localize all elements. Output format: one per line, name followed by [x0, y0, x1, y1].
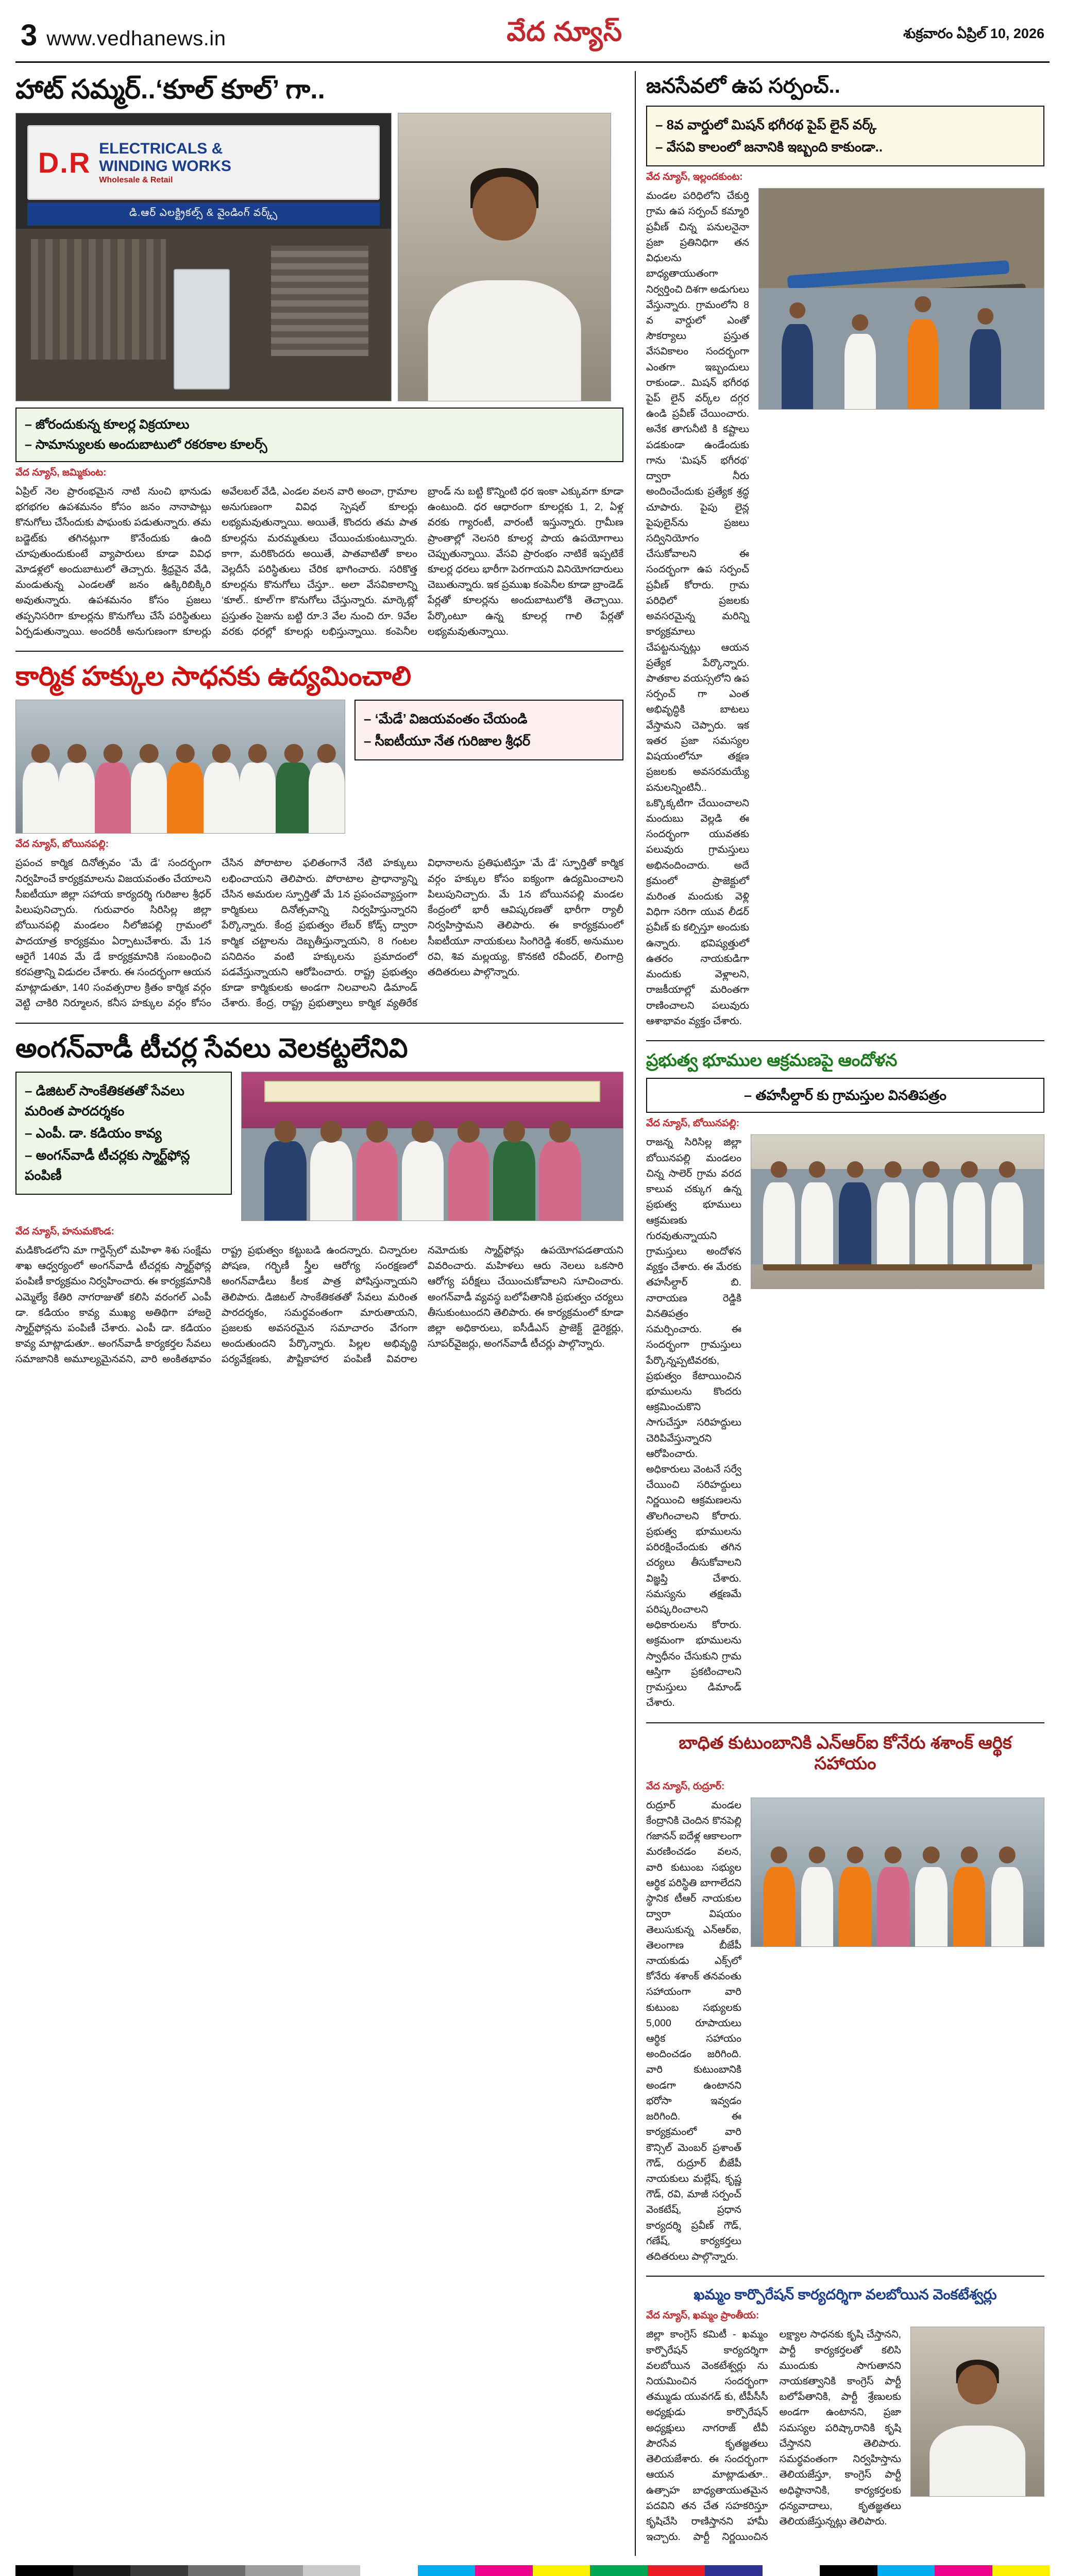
person [991, 1867, 1023, 1946]
article-nri-help [646, 1733, 1044, 2265]
article-nri-help-body: రుద్రూర్ మండల కేంద్రానికి చెందిన కొనపెల్లి గజానన్ ఐదేళ్ల ఆకాలంగా మరణించడం వలన, వారి కుటుంబ సభ్యుల ఆర్థిక పరిస్థితి బాగాలేదని స్థానిక టీఆర్ నాయకుల ద్వారా విషయం తెలుసుకున్న ఎన్ఆర్ఐ, తెలంగాణ బీజేపీ నాయకుడు ఎక్స్‌లో కోనేరు శశాంక్ తనవంతు సహాయంగా వారి కుటుంబ సభ్యులకు 5,000 రూపాయలు ఆర్థిక సహాయం అందించడం జరిగింది. వారి కుటుంబానికి అండగా ఉంటానని భరోసా ఇవ్వడం జరిగింది. ఈ కార్యక్రమంలో వారి కౌన్సిల్ మెంబర్ ప్రశాంత్ గౌడ్, రుద్రూర్ బీజేపీ నాయకులు మల్లేష్, కృష్ణ గౌడ్, రవి, మాజీ సర్పంచ్ వెంకటేష్, ప్రధాన కార్యదర్శి ప్రవీణ్ గౌడ్, గణేష్, కార్యకర్తలు తదితరులు పాల్గొన్నారు. [646, 1799, 741, 2263]
article-labour-bullet-1: – ‘మేడే’ విజయవంతం చేయండి [364, 711, 528, 727]
person-head [771, 1846, 787, 1863]
person [991, 1182, 1023, 1264]
person [309, 762, 345, 834]
person-head [458, 1121, 479, 1142]
divider-2 [15, 1023, 623, 1024]
article-labour [15, 661, 623, 1011]
article-labour-body: ప్రపంచ కార్మిక దినోత్సవం ‘మే డే’ సందర్భంగా నిర్వహించే కార్యక్రమాలను విజయవంతం చేయాలని సీఐటీయూ జిల్లా సహాయ కార్యదర్శి గురిజాల శ్రీధర్ పిలుపునిచ్చారు. గురువారం సిరిసిల్ల జిల్లా బోయినపల్లి మండలం నీలోజిపల్లి గ్రామంలో పాదయాత్ర కార్యక్రమం ఏర్పాటుచేశారు. మే 1న ఆరైగే 140వ మే డే కార్యక్రమానికి సంబంధించి కరపత్రాన్ని విడుదల చేశారు. ఈ సందర్భంగా ఆయన మాట్లాడుతూ, 140 సంవత్సరాల క్రితం కార్మిక వర్గం వెట్టి చాకిరి నిర్మూలన, కనీస హక్కుల వర్గం కోసం చేసిన పోరాటాల ఫలితంగానే నేటి హక్కులు లభించాయని తెలిపారు. పోరాటాల ప్రాధాన్యాన్ని చేసిన అమరుల స్ఫూర్తితో మే 1న ప్రపంచవ్యాప్తంగా కార్మికులు దినోత్సవాన్ని నిర్వహిస్తున్నారని పేర్కొన్నారు. కేంద్ర ప్రభుత్వం లేబర్ కోడ్స్ ద్వారా కార్మిక చట్టాలను దెబ్బతీస్తున్నాయని, 8 గంటల పనిదినం వంటి హక్కులను ప్రమాదంలో పడవేస్తున్నాయని ఆరోపించారు. రాష్ట్ర ప్రభుత్వం కూడా కార్మికులకు అండగా నిలవాలని డిమాండ్ చేశారు. కేంద్ర, రాష్ట్ర ప్రభుత్వాలు కార్మిక వ్యతిరేక విధానాలను ప్రతిఘటిస్తూ ‘మే డే’ స్ఫూర్తితో కార్మిక వర్గం హక్కుల కోసం ఐక్యంగా ఉద్యమించాలని పిలుపునిచ్చారు. మే 1న బోయినపల్లి మండల కేంద్రంలో భారీ ఆవిష్కరణతో భారీగా ర్యాలీ నిర్వహిస్తామని తెలిపారు. ఈ కార్యక్రమంలో సీఐటీయూ నాయకులు సింగిరెడ్డి శంకర్, అనుముల రవి, శివ మల్లయ్య, కొనకటి రవీందర్, లింగాద్రి తదితరులు పాల్గొన్నారు. [15, 857, 623, 1009]
person [839, 1867, 871, 1946]
person [801, 1182, 833, 1264]
page-body [15, 71, 1050, 2556]
article-sarpanch-byline: వేద న్యూస్, ఇల్లందకుంట: [646, 172, 743, 183]
villagers [751, 1169, 1044, 1264]
person [877, 1182, 909, 1264]
reg-swatch [245, 2565, 303, 2576]
article-coolers-headline: హాట్ సమ్మర్..‘కూల్ కూల్’ గా.. [15, 75, 325, 105]
person [493, 1141, 535, 1221]
article-labour-bullets [354, 700, 623, 760]
person-head [366, 1121, 388, 1142]
workers [759, 288, 1044, 409]
reg-swatch [590, 2565, 648, 2576]
labour-photo-people [16, 751, 345, 833]
person-head [140, 744, 158, 762]
reg-swatch [303, 2565, 361, 2576]
person [23, 762, 59, 834]
shop-owner-portrait [398, 113, 611, 401]
reg-swatch [418, 2565, 476, 2576]
shop-signboard [27, 125, 380, 200]
handover-people [751, 1854, 1044, 1946]
person-head [915, 296, 931, 313]
article-land [646, 1050, 1044, 1711]
person-head [176, 744, 194, 762]
person [915, 1182, 947, 1264]
article-coolers-byline: వేద న్యూస్, జమ్మికుంట: [15, 467, 107, 478]
person-head [809, 1846, 825, 1863]
article-coolers-bullet-1: – జోరందుకున్న కూలర్ల విక్రయాలు [25, 417, 190, 432]
website-url[interactable]: www.vedhanews.in [46, 27, 226, 50]
article-land-flow [646, 1134, 1044, 1710]
article-corporation-secretary-body: జిల్లా కాంగ్రెస్ కమిటీ - ఖమ్మం కార్పొరేషన్ కార్యదర్శిగా వలబోయిన వెంకటేశ్వర్లు ను నియమించిన సందర్భంగా తమ్ముడు యువగడ్ కు, టీపీసీసీ అధ్యక్షుడు కార్పొరేషన్ అధ్యక్షులు నాగరాజ్ టీవీ పౌరసేవ కృతజ్ఞతలు తెలియజేశారు. ఈ సందర్భంగా ఆయన మాట్లాడుతూ.. ఉత్సాహ బాధ్యతాయుతమైన పదవిని తన చేత సహకరిస్తూ కృషిచేసి రాణిస్తానని హామీ ఇచ్చారు. పార్టీ నిర్ణయించిన లక్ష్యాల సాధనకు కృషి చేస్తానని, పార్టీ కార్యకర్తలతో కలిసి ముందుకు సాగుతానని నాయకత్వానికి కాంగ్రెస్ పార్టీ బలోపేతానికి, పార్టీ శ్రేణులకు అండగా ఉంటానని, ప్రజా సమస్యల పరిష్కారానికి కృషి చేస్తానని తెలిపారు. సమర్థవంతంగా నిర్వహిస్తాను తెలియజేస్తూ, కాంగ్రెస్ పార్టీ అధిష్ఠానానికి, కార్యకర్తలకు ధన్యవాదాలు, కృతజ్ఞతలు తెలియజేస్తున్నట్లు తెలిపారు. [646, 2329, 901, 2543]
shop-signboard-text [99, 140, 231, 185]
shop-sign-telugu-strip: డి.ఆర్ ఎలక్ట్రికల్స్ & వైండింగ్ వర్క్స్ [27, 202, 380, 226]
article-anganwadi-byline: వేద న్యూస్, హనుమకొండ: [15, 1226, 114, 1237]
person [95, 762, 131, 834]
shop-brand-text: D.R [38, 146, 91, 179]
person-head [923, 1846, 939, 1863]
person [953, 1867, 985, 1946]
reg-swatch [475, 2565, 533, 2576]
article-sarpanch [646, 74, 1044, 1029]
article-anganwadi-bullet-3: – అంగన్‌వాడీ టీచర్లకు స్మార్ట్‌ఫోన్ల పంపిణీ [25, 1147, 190, 1183]
person [167, 762, 203, 834]
reg-swatch [992, 2565, 1050, 2576]
person-head [977, 308, 994, 325]
reg-swatch [935, 2565, 992, 2576]
person-head [809, 1161, 825, 1178]
person-head [923, 1161, 939, 1178]
person [763, 1867, 795, 1946]
person-head [549, 1121, 571, 1142]
reg-swatch [705, 2565, 763, 2576]
article-sarpanch-body: మండల పరిధిలోని చేకుర్తి గ్రామ ఉప సర్పంచ్ కమ్మారి ప్రవీణ్ చిన్న పనులనైనా ప్రజా ప్రతినిధిగా తన విధులను బాధ్యతాయుతంగా నిర్వర్తించి దిశగా అడుగులు వేస్తున్నారు. గ్రామంలోని 8 వ వార్డులో ఎంతో సౌకర్యాలు ప్రస్తుత వేసవికాలం సందర్భంగా ఎంతగా ఇబ్బందులు రాకుండా.. మిషన్ భగీరథ పైప్ లైన్ వర్క్‌ల దగ్గర ఉండి ప్రవీణ్ చేయించారు. అనేక తాగునీటి కి కష్టాలు పడకుండా ఉండేందుకు గాను ‘మిషన్ భగీరథ’ ద్వారా నీరు అందించేందుకు ప్రత్యేక శ్రద్ధ చూపారు. పైపు లైన్ల పైపులైన్‌ను ప్రజలు సద్వినియోగం చేసుకోవాలని ఈ సందర్భంగా ఉప సర్పంచ్ ప్రవీణ్ కోరారు. గ్రామ పరిధిలో ప్రజలకు అవసరమైన్న మరిన్ని కార్యక్రమాలు చేపట్టనున్నట్లు ఆయన ప్రత్యేక పేర్కొన్నారు. పాతకాల వయస్సలోని ఉప సర్పంచ్ గా ఎంత అభివృద్ధికి బాటలు వేస్తామని చెప్పారు. ఇక ఇతర ప్రజా సమస్యల విషయంలోనూ తక్షణ ప్రజలకు అవసరమయ్యే పనులన్నింటినీ.. ఒక్కొక్కటిగా చేయించాలని మందుబు వెల్లడి ఈ సందర్భంగా యువతకు పలువురు గ్రామస్తులు అభినందించారు. అదే క్రమంలో ప్రాజెక్టులో మరింత మందుకు వెళ్లి విధిగా సరిగా యువ లీడర్ ప్రవీణ్ కు కల్పిస్తూ అందుకు ఉన్నారు. భవిష్యత్తులో ఉతరం నాయకుడిగా మందుకు వెళ్లాలని, రాజకీయాల్లో మరింతగా రాణించాలని పలువురు ఆశాభావం వ్యక్తం చేశారు. [646, 190, 749, 1027]
article-anganwadi-top [15, 1072, 623, 1221]
article-sarpanch-bullet-1: – 8వ వార్డులో మిషన్ భగీరథ పైప్ లైన్ వర్క్ [655, 117, 876, 133]
person-head [789, 302, 806, 319]
person [204, 762, 240, 834]
article-coolers-photos [15, 113, 623, 401]
person-head [248, 744, 267, 762]
event-people [242, 1128, 623, 1221]
article-land-body: రాజన్న సిరిసిల్ల జిల్లా బోయినపల్లి మండలం చిన్న సాలెర్ గ్రామ వరద కాలువ చక్కుగ ఉన్న ప్రభుత్వ భూములు ఆక్రమణకు గురవుతున్నాయని గ్రామస్తులు అందోళన వ్యక్తం చేశారు. ఈ మేరకు తహసీల్దార్ బి. నారాయణ రెడ్డికి వినతిపత్రం సమర్పించారు. ఈ సందర్భంగా గ్రామస్తులు పేర్కొన్నప్పటివరకు, ప్రభుత్వం కేటాయించిన భూములను కొందరు ఆక్రమించుకొని సాగుచేస్తూ సరిహద్దులు చెరిపివేస్తున్నారని ఆరోపించారు. అధికారులు వెంటనే సర్వే చేయించి సరిహద్దులు నిర్ణయించి ఆక్రమణలను తొలగించాలని కోరారు. ప్రభుత్వ భూములను పరిరక్షించేందుకు తగిన చర్యలు తీసుకోవాలని విజ్ఞప్తి చేశారు. సమస్యను తక్షణమే పరిష్కరించాలని అధికారులను కోరారు. అక్రమంగా భూములను స్వాధీనం చేసుకుని గ్రామ ఆస్తిగా ప్రకటించాలని గ్రామస్తులు డిమాండ్ చేశారు. [646, 1137, 741, 1709]
article-coolers-bullets [15, 408, 623, 462]
person-head [771, 1161, 787, 1178]
article-anganwadi-bullets [15, 1072, 232, 1195]
person [448, 1141, 489, 1221]
person-head [503, 1121, 525, 1142]
article-anganwadi-bullet-2: – ఎంపీ. డా. కడియం కావ్య [25, 1125, 162, 1141]
shop-sign-line1: ELECTRICALS & [99, 140, 223, 157]
right-column [635, 71, 1044, 2556]
reg-swatch [533, 2565, 590, 2576]
divider-r2 [646, 1722, 1044, 1723]
person [839, 1182, 871, 1264]
article-corporation-secretary-byline: వేద న్యూస్, ఖమ్మం ప్రాంతీయ: [646, 2310, 759, 2321]
article-anganwadi-bullet-1: – డిజిటల్ సాంకేతికతతో సేవలు మరింత పారదర్శకం [25, 1082, 184, 1118]
person [782, 324, 813, 409]
shop-sign-line2: WINDING WORKS [99, 158, 231, 175]
person [276, 762, 312, 834]
article-land-subhead: – తహసీల్దార్ కు గ్రామస్తుల వినతిపత్రం [646, 1078, 1044, 1113]
reg-swatch [648, 2565, 705, 2576]
divider-r1 [646, 1040, 1044, 1041]
pipeline-work-photo [758, 188, 1044, 410]
person [953, 1182, 985, 1264]
person [402, 1141, 444, 1221]
person-head [31, 744, 50, 762]
article-labour-headline: కార్మిక హక్కుల సాధనకు ఉద్యమించాలి [15, 662, 412, 692]
article-labour-bullet-2: – సీఐటీయూ నేత గురిజాల శ్రీధర్ [364, 733, 531, 749]
person-head [999, 1161, 1016, 1178]
person-head [961, 1161, 977, 1178]
person [264, 1141, 306, 1221]
article-corporation-secretary [646, 2286, 1044, 2545]
person-head [320, 1121, 342, 1142]
reg-swatch [820, 2565, 877, 2576]
person [970, 329, 1001, 409]
event-banner [264, 1081, 600, 1101]
person-head [852, 314, 868, 331]
person [877, 1867, 909, 1946]
article-nri-help-headline: బాధిత కుటుంబానికి ఎన్ఆర్ఐ కోనేరు శశాంక్ ఆర్థిక సహాయం [679, 1733, 1012, 1773]
person-head [999, 1846, 1016, 1863]
cooler-unit [174, 269, 230, 389]
reg-swatch [360, 2565, 418, 2576]
person-head [885, 1846, 901, 1863]
article-anganwadi [15, 1033, 623, 1367]
article-nri-help-byline: వేద న్యూస్, రుద్రూర్: [646, 1781, 725, 1792]
article-sarpanch-flow [646, 188, 1044, 1029]
person-head [284, 744, 303, 762]
person-head [847, 1161, 863, 1178]
article-sarpanch-bullets [646, 106, 1044, 166]
shop-sign-sub: Wholesale & Retail [99, 175, 173, 184]
shop-photo [15, 113, 392, 401]
person [915, 1867, 947, 1946]
portrait-shirt [428, 280, 581, 401]
portrait-face [472, 177, 536, 241]
divider-1 [15, 651, 623, 652]
person-head [412, 1121, 433, 1142]
article-sarpanch-bullet-2: – వేసవి కాలంలో జనానికి ఇబ్బంది కాకుండా.. [655, 139, 883, 155]
divider-r3 [646, 2276, 1044, 2277]
person-head [104, 744, 122, 762]
person [539, 1141, 581, 1221]
article-coolers [15, 74, 623, 639]
person [131, 762, 167, 834]
person [801, 1867, 833, 1946]
person-head [847, 1846, 863, 1863]
person [240, 762, 276, 834]
masthead-left [21, 18, 226, 52]
masthead [15, 13, 1050, 63]
person [356, 1141, 398, 1221]
person [310, 1141, 352, 1221]
print-registration-bar [15, 2565, 1050, 2576]
reg-swatch [763, 2565, 820, 2576]
person-head [961, 1846, 977, 1863]
reg-swatch [130, 2565, 188, 2576]
anganwadi-event-photo [241, 1072, 623, 1221]
person-head [885, 1161, 901, 1178]
person-head [317, 744, 336, 762]
page-number: 3 [21, 18, 38, 52]
article-land-headline: ప్రభుత్వ భూముల ఆక్రమణపై ఆందోళన [646, 1050, 898, 1070]
portrait-shirt [929, 2426, 1025, 2497]
person [763, 1182, 795, 1264]
tahsildar-office-photo [751, 1134, 1044, 1289]
article-coolers-body: ఏప్రిల్ నెల ప్రారంభమైన నాటి నుంచి భానుడు భగభగల ఉపశమనం కోసం జనం నానాపాట్లు కొనుగోలు చేసేందుకు పాఘంకు పడుతున్నారు. తమ బడ్జెట్‌కు తగినట్లుగా కొనేందుకు ఉంది చూపుతుందుకుంటే వ్యాపారులు కూడా వివిధ మోడళ్లలో అందుబాటులో తెచ్చారు. శ్రీధ్రవైన వేడి, మండుతున్న ఎండలతో జనం ఉక్కిరిబిక్కిరి అవుతున్నారు. ఉపశమనం కోసం ప్రజలు తప్పనిసరిగా కూలర్లను కొనుగోలు చేసే పరిస్థితులు ఏర్పడుతున్నాయి. అందరికీ అనుగుణంగా కూలర్లు అవేలబల్ వేడి, ఎండల వలన వారి అంచా, గ్రామాల అనుగుణంగా వివిధ స్పెషల్ కూలర్లు లభ్యమవుతున్నాయి. అయితే, కొందరు తమ పాత కూలర్లను మరమ్మతులు చేయించుకుంటున్నారు. కాగా, మరికొందరు అయితే, పాతవాటితో కాలం వెల్లదీసే పరిస్థితులు చేరిక భాగించారు. సరికొత్త కూలర్లను కొనుగోలు చేస్తూ.. అలా వేసవికాలాన్ని ‘కూల్.. కూల్’గా కొనుగోలు చేస్తున్నారు. మార్కెట్లో ప్రస్తుతం సైజును బట్టి రూ.3 వేల నుంచి రూ. 9వేల వరకు ధరల్లో కూలర్లు లభిస్తున్నాయి. కంపెనీల బ్రాండ్ ను బట్టి కొన్నింటి ధర ఇంకా ఎక్కువగా కూడా ఉంటుంది. ధర ఆధారంగా కూలర్లకు 1, 2, ఏళ్ల వరకు గ్యారంటీ, వారంటీ ఇస్తున్నారు. గ్రామీణ ప్రాంతాల్లో నెలసరి కూలర్ల పాయ ఉపయోగాలు చెప్పుతున్నాయి. వేసవి ప్రారంభం నాటికే ఇప్పటికే కూలర్ల ధరలు భారీగా పెరగాయని వినియోగదారులు చెబుతున్నారు. ఇక ప్రముఖ కంపెనీల కూడా బ్రాండెడ్ పేర్లతో కూలర్లను అందుబాటులోకి తెచ్చాయి. పేర్కొంటూ ఉన్న కూలర్ల గాలి పేర్లతో లభ్యమవుతున్నాయి. [15, 485, 623, 637]
reg-swatch [877, 2565, 935, 2576]
person [59, 762, 95, 834]
article-anganwadi-body: మడికొండలోని మా గార్డెన్స్‌లో మహిళా శిశు సంక్షేమ శాఖ ఆధ్వర్యంలో అంగన్‌వాడీ టీచర్లకు స్మార్ట్‌ఫోన్ల పంపిణీ కార్యక్రమం నిర్వహించారు. ఈ కార్యక్రమానికి ఎమ్మెల్యే కేతిరి నాగరాజుతో కలిసి వరంగల్ ఎంపీ డా. కడియం కావ్య ముఖ్య అతిథిగా హాజరై స్మార్ట్‌ఫోన్లను పంపిణీ చేశారు. ఎంపీ డా. కడియం కావ్య మాట్లాడుతూ.. అంగన్‌వాడీ కార్యకర్తల సేవలు సమాజానికి అమూల్యమైనవని, వారి అంకితభావం రాష్ట్ర ప్రభుత్వం కట్టుబడి ఉందన్నారు. చిన్నారుల పోషణ, గర్భిణీ స్త్రీల ఆరోగ్య సంరక్షణలో అంగన్‌వాడీలు కీలక పాత్ర పోషిస్తున్నాయని తెలిపారు. డిజిటల్ సాంకేతికతతో సేవలు మరింత పారదర్శకం, సమర్థవంతంగా మారుతాయని, ప్రజలకు అవసరమైన సమాచారం వేగంగా అందుతుందని పేర్కొన్నారు. పిల్లల అభివృద్ధి పర్యవేక్షణకు, పౌష్టికాహార పంపిణీ వివరాల నమోదుకు స్మార్ట్‌ఫోన్లు ఉపయోగపడతాయని వివరించారు. మహిళలు ఆరు నెలలు ఒకసారి ఆరోగ్య పరీక్షలు చేయించుకోవాలని సూచించారు. అంగన్‌వాడీ వ్యవస్థ బలోపేతానికి ప్రభుత్వం చర్యలు తీసుకుంటుందని తెలిపారు. ఈ కార్యక్రమంలో కూడా జిల్లా అధికారులు, ఐసీడీఎస్ ప్రాజెక్ట్ డైరెక్టర్లు, సూపర్‌వైజర్లు, అంగన్‌వాడీ టీచర్లు పాల్గొన్నారు. [15, 1244, 623, 1365]
article-sarpanch-headline: జనసేవలో ఉప సర్పంచ్.. [646, 75, 840, 97]
reg-swatch [15, 2565, 73, 2576]
article-anganwadi-headline: అంగన్‌వాడీ టీచర్ల సేవలు వెలకట్టలేనివి [15, 1033, 408, 1063]
person [844, 334, 876, 409]
reg-swatch [188, 2565, 246, 2576]
article-land-byline: వేద న్యూస్, బోయినపల్లి: [646, 1118, 739, 1129]
person-head [212, 744, 230, 762]
article-labour-top [15, 700, 623, 834]
person-head [67, 744, 86, 762]
cheque-handover-photo [751, 1798, 1044, 1947]
article-coolers-bullet-2: – సామాన్యులకు అందుబాటులో రకరకాల కూలర్స్ [25, 437, 267, 452]
issue-date: శుక్రవారం ఏప్రిల్ 10, 2026 [903, 25, 1044, 41]
person [907, 319, 939, 409]
reg-swatch [73, 2565, 131, 2576]
article-labour-byline: వేద న్యూస్, బోయినపల్లి: [15, 839, 109, 850]
left-column [15, 71, 623, 2556]
article-corporation-secretary-headline: ఖమ్మం కార్పొరేషన్ కార్యదర్శిగా వలబోయిన వెంకటేశ్వర్లు [694, 2286, 997, 2303]
person-head [275, 1121, 296, 1142]
labour-rally-photo [15, 700, 345, 834]
article-corporation-secretary-flow [646, 2327, 1044, 2545]
secretary-portrait [910, 2327, 1044, 2497]
publication-logo: వేద న్యూస్ [506, 17, 623, 47]
article-nri-help-flow [646, 1798, 1044, 2265]
